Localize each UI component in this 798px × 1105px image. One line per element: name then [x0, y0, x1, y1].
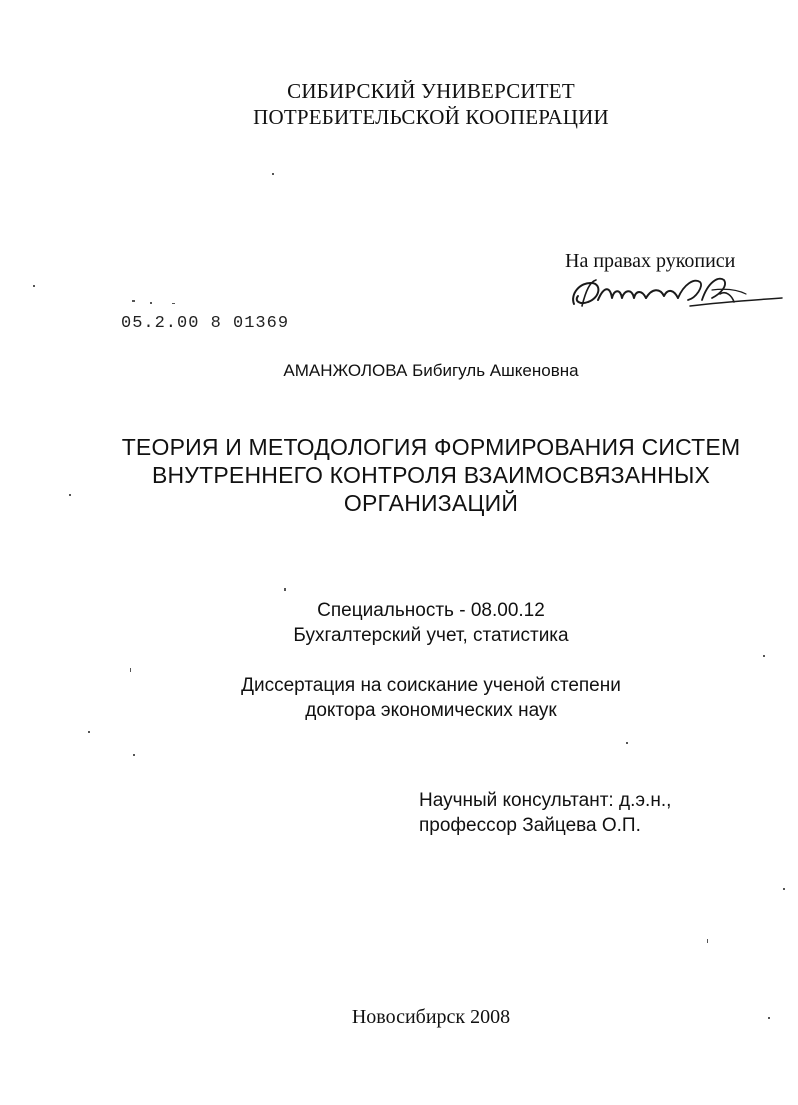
- scan-speck: [88, 731, 90, 733]
- scan-speck: [33, 285, 35, 287]
- catalog-number: 05.2.00 8 01369: [121, 314, 290, 333]
- city-year: Новосибирск 2008: [351, 1006, 511, 1028]
- scan-speck: [626, 742, 628, 744]
- scan-speck: [284, 588, 286, 591]
- degree-line-1: Диссертация на соискание ученой степени: [241, 675, 621, 696]
- title-line-1: ТЕОРИЯ И МЕТОДОЛОГИЯ ФОРМИРОВАНИЯ СИСТЕМ: [121, 434, 741, 460]
- scan-speck: [150, 302, 152, 304]
- consultant-block: [419, 788, 671, 838]
- scan-speck: [707, 939, 708, 943]
- specialty-name: Бухгалтерский учет, статистика: [293, 625, 569, 646]
- degree-block: [0, 673, 798, 723]
- manuscript-note: На правах рукописи: [565, 250, 736, 272]
- university-name: [0, 78, 798, 130]
- specialty-code: Специальность - 08.00.12: [317, 600, 545, 621]
- handwritten-signature: [562, 268, 787, 318]
- scan-speck: [783, 888, 785, 890]
- scan-speck: [132, 300, 135, 302]
- degree-line-2: доктора экономических наук: [305, 700, 557, 721]
- dissertation-title: [0, 433, 798, 517]
- scan-speck: [763, 655, 765, 657]
- scan-speck: [172, 303, 175, 304]
- university-name-line-2: ПОТРЕБИТЕЛЬСКОЙ КООПЕРАЦИИ: [253, 105, 609, 129]
- title-line-3: ОРГАНИЗАЦИЙ: [343, 490, 519, 516]
- consultant-line-2: профессор Зайцева О.П.: [419, 815, 641, 836]
- scan-speck: [768, 1017, 770, 1019]
- scan-speck: [69, 494, 71, 496]
- scan-speck: [133, 754, 135, 756]
- specialty-block: [0, 598, 798, 648]
- scan-speck: [130, 668, 131, 672]
- university-name-line-1: СИБИРСКИЙ УНИВЕРСИТЕТ: [287, 79, 575, 103]
- author-name: АМАНЖОЛОВА Бибигуль Ашкеновна: [283, 361, 579, 380]
- title-line-2: ВНУТРЕННЕГО КОНТРОЛЯ ВЗАИМОСВЯЗАННЫХ: [151, 462, 711, 488]
- consultant-line-1: Научный консультант: д.э.н.,: [419, 790, 672, 811]
- scan-speck: [272, 173, 274, 175]
